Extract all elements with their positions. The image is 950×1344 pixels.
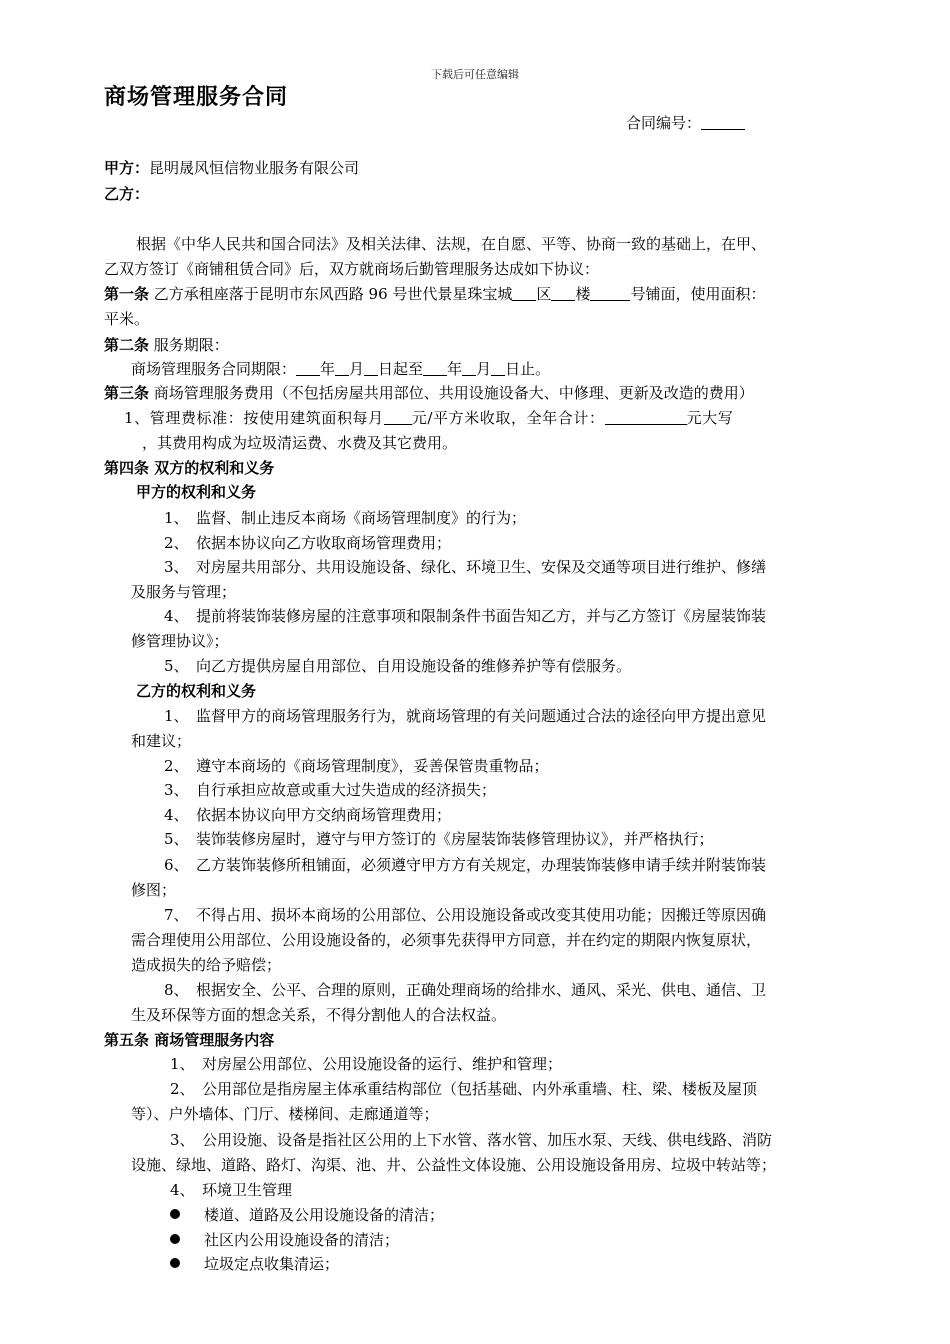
list-item: 3、 自行承担应故意或重大过失造成的经济损失； <box>164 781 497 799</box>
list-item: 2、 公用部位是指房屋主体承重结构部位（包括基础、内外承重墙、柱、梁、楼板及屋顶 <box>170 1080 758 1098</box>
list-item: 2、 依据本协议向乙方收取商场管理费用； <box>164 534 452 552</box>
list-item: 1、 监督甲方的商场管理服务行为，就商场管理的有关问题通过合法的途径向甲方提出意见 <box>164 707 767 725</box>
bullet-item <box>170 1205 444 1225</box>
list-item-cont: 等）、户外墙体、门厅、楼梯间、走廊通道等； <box>131 1105 439 1123</box>
list-item-cont: 设施、绿地、道路、路灯、沟渠、池、井、公益性文体设施、公用设施设备用房、垃圾中转站等； <box>131 1156 777 1174</box>
contract-number-blank <box>701 115 745 130</box>
term-label: 商场管理服务合同期限： <box>131 360 297 378</box>
term-year: 年 <box>320 360 336 378</box>
list-item: 8、 根据安全、公平、合理的原则，正确处理商场的给排水、通风、采光、供电、通信、卫 <box>164 981 767 999</box>
party-b-label: 乙方： <box>104 185 150 203</box>
term-day-end: 日止。 <box>505 360 551 378</box>
article-1-line-2: 平米。 <box>104 310 150 328</box>
list-item: 6、 乙方装饰装修所租铺面，必须遵守甲方方有关规定，办理装饰装修申请手续并附装饰装 <box>164 856 767 874</box>
fee-uppercase: 元大写 <box>686 409 734 427</box>
blank-floor <box>551 286 575 301</box>
blank <box>364 361 378 376</box>
article-1-area: 号铺面，使用面积： <box>630 285 766 303</box>
bullet-text: 楼道、道路及公用设施设备的清洁； <box>204 1206 445 1224</box>
blank <box>384 410 412 425</box>
list-item-cont: 及服务与管理； <box>131 583 237 601</box>
blank <box>462 361 476 376</box>
list-item-cont: 和建议； <box>131 732 192 750</box>
list-item: 3、 对房屋共用部分、共用设施设备、绿化、环境卫生、安保及交通等项目进行维护、修缮 <box>164 558 767 576</box>
article-3-fee <box>124 408 733 428</box>
blank-shop-no <box>590 286 630 301</box>
list-item-cont: 生及环保等方面的想念关系，不得分割他人的合法权益。 <box>131 1006 507 1024</box>
bullet-item <box>170 1230 399 1250</box>
bullet-item <box>170 1254 339 1274</box>
party-a-value: 昆明晟风恒信物业服务有限公司 <box>149 159 360 177</box>
party-a-rights-heading: 甲方的权利和义务 <box>136 483 257 501</box>
article-5-heading: 第五条 商场管理服务内容 <box>104 1031 275 1049</box>
article-1-text: 乙方承租座落于昆明市东风西路 96 号世代景星珠宝城 <box>149 285 513 303</box>
list-item: 7、 不得占用、损坏本商场的公用部位、公用设施设备或改变其使用功能；因搬迁等原因确 <box>164 906 767 924</box>
article-1 <box>104 284 765 304</box>
list-item-cont: 修管理协议》； <box>131 632 229 650</box>
article-2-label: 第二条 <box>104 336 150 354</box>
list-item-cont: 造成损失的给予赔偿； <box>131 956 282 974</box>
bullet-text: 垃圾定点收集清运； <box>204 1255 340 1273</box>
article-1-label: 第一条 <box>104 285 150 303</box>
bullet-icon <box>170 1209 180 1219</box>
blank <box>605 410 687 425</box>
blank <box>296 361 320 376</box>
term-month-end: 月 <box>476 360 492 378</box>
article-2-text: 服务期限： <box>149 336 229 354</box>
contract-number-label: 合同编号： <box>626 114 702 132</box>
party-a-label: 甲方： <box>104 159 150 177</box>
article-3-text: 商场管理服务费用（不包括房屋共用部位、共用设施设备大、中修理、更新及改造的费用） <box>149 384 754 402</box>
blank <box>491 361 505 376</box>
fee-standard: 1、管理费标准：按使用建筑面积每月 <box>124 409 384 427</box>
list-item: 5、 装饰装修房屋时，遵守与甲方签订的《房屋装饰装修管理协议》，并严格执行； <box>164 830 714 848</box>
fee-annual: 元/平方米收取，全年合计： <box>411 409 605 427</box>
list-item: 4、 提前将装饰装修房屋的注意事项和限制条件书面告知乙方，并与乙方签订《房屋装饰装 <box>164 607 767 625</box>
party-b-rights-heading: 乙方的权利和义务 <box>136 682 257 700</box>
party-a <box>104 158 359 178</box>
article-1-district: 区 <box>536 285 552 303</box>
blank <box>335 361 349 376</box>
intro-line-1: 根据《中华人民共和国合同法》及相关法律、法规，在自愿、平等、协商一致的基础上，在甲、 <box>136 235 767 253</box>
article-4-heading: 第四条 双方的权利和义务 <box>104 459 275 477</box>
list-item: 5、 向乙方提供房屋自用部位、自用设施设备的维修养护等有偿服务。 <box>164 657 632 675</box>
page-title: 商场管理服务合同 <box>104 85 289 110</box>
blank-district <box>512 286 536 301</box>
blank <box>423 361 447 376</box>
bullet-text: 社区内公用设施设备的清洁； <box>204 1231 400 1249</box>
list-item-cont: 需合理使用公用部位、公用设施设备的，必须事先获得甲方同意，并在约定的期限内恢复原状， <box>131 931 762 949</box>
bullet-icon <box>170 1258 180 1268</box>
intro-line-2: 乙双方签订《商铺租赁合同》后，双方就商场后勤管理服务达成如下协议： <box>104 260 600 278</box>
header-note: 下载后可任意编辑 <box>431 68 519 81</box>
list-item: 4、 依据本协议向甲方交纳商场管理费用； <box>164 806 452 824</box>
article-2-term <box>131 359 550 379</box>
list-item: 1、 对房屋公用部位、公用设施设备的运行、维护和管理； <box>170 1055 563 1073</box>
list-item: 3、 公用设施、设备是指社区公用的上下水管、落水管、加压水泵、天线、供电线路、消防 <box>170 1131 773 1149</box>
list-item: 1、 监督、制止违反本商场《商场管理制度》的行为； <box>164 509 527 527</box>
article-1-floor: 楼 <box>575 285 591 303</box>
article-3-line-2: ，其费用构成为垃圾清运费、水费及其它费用。 <box>142 434 458 452</box>
contract-number <box>626 112 745 133</box>
term-day-from: 日起至 <box>378 360 424 378</box>
list-item: 4、 环境卫生管理 <box>170 1181 293 1199</box>
article-3 <box>104 383 754 403</box>
term-year-end: 年 <box>447 360 463 378</box>
term-month: 月 <box>349 360 365 378</box>
list-item: 2、 遵守本商场的《商场管理制度》，妥善保管贵重物品； <box>164 757 549 775</box>
article-2 <box>104 335 229 355</box>
bullet-icon <box>170 1234 180 1244</box>
list-item-cont: 修图； <box>131 881 177 899</box>
article-3-label: 第三条 <box>104 384 150 402</box>
